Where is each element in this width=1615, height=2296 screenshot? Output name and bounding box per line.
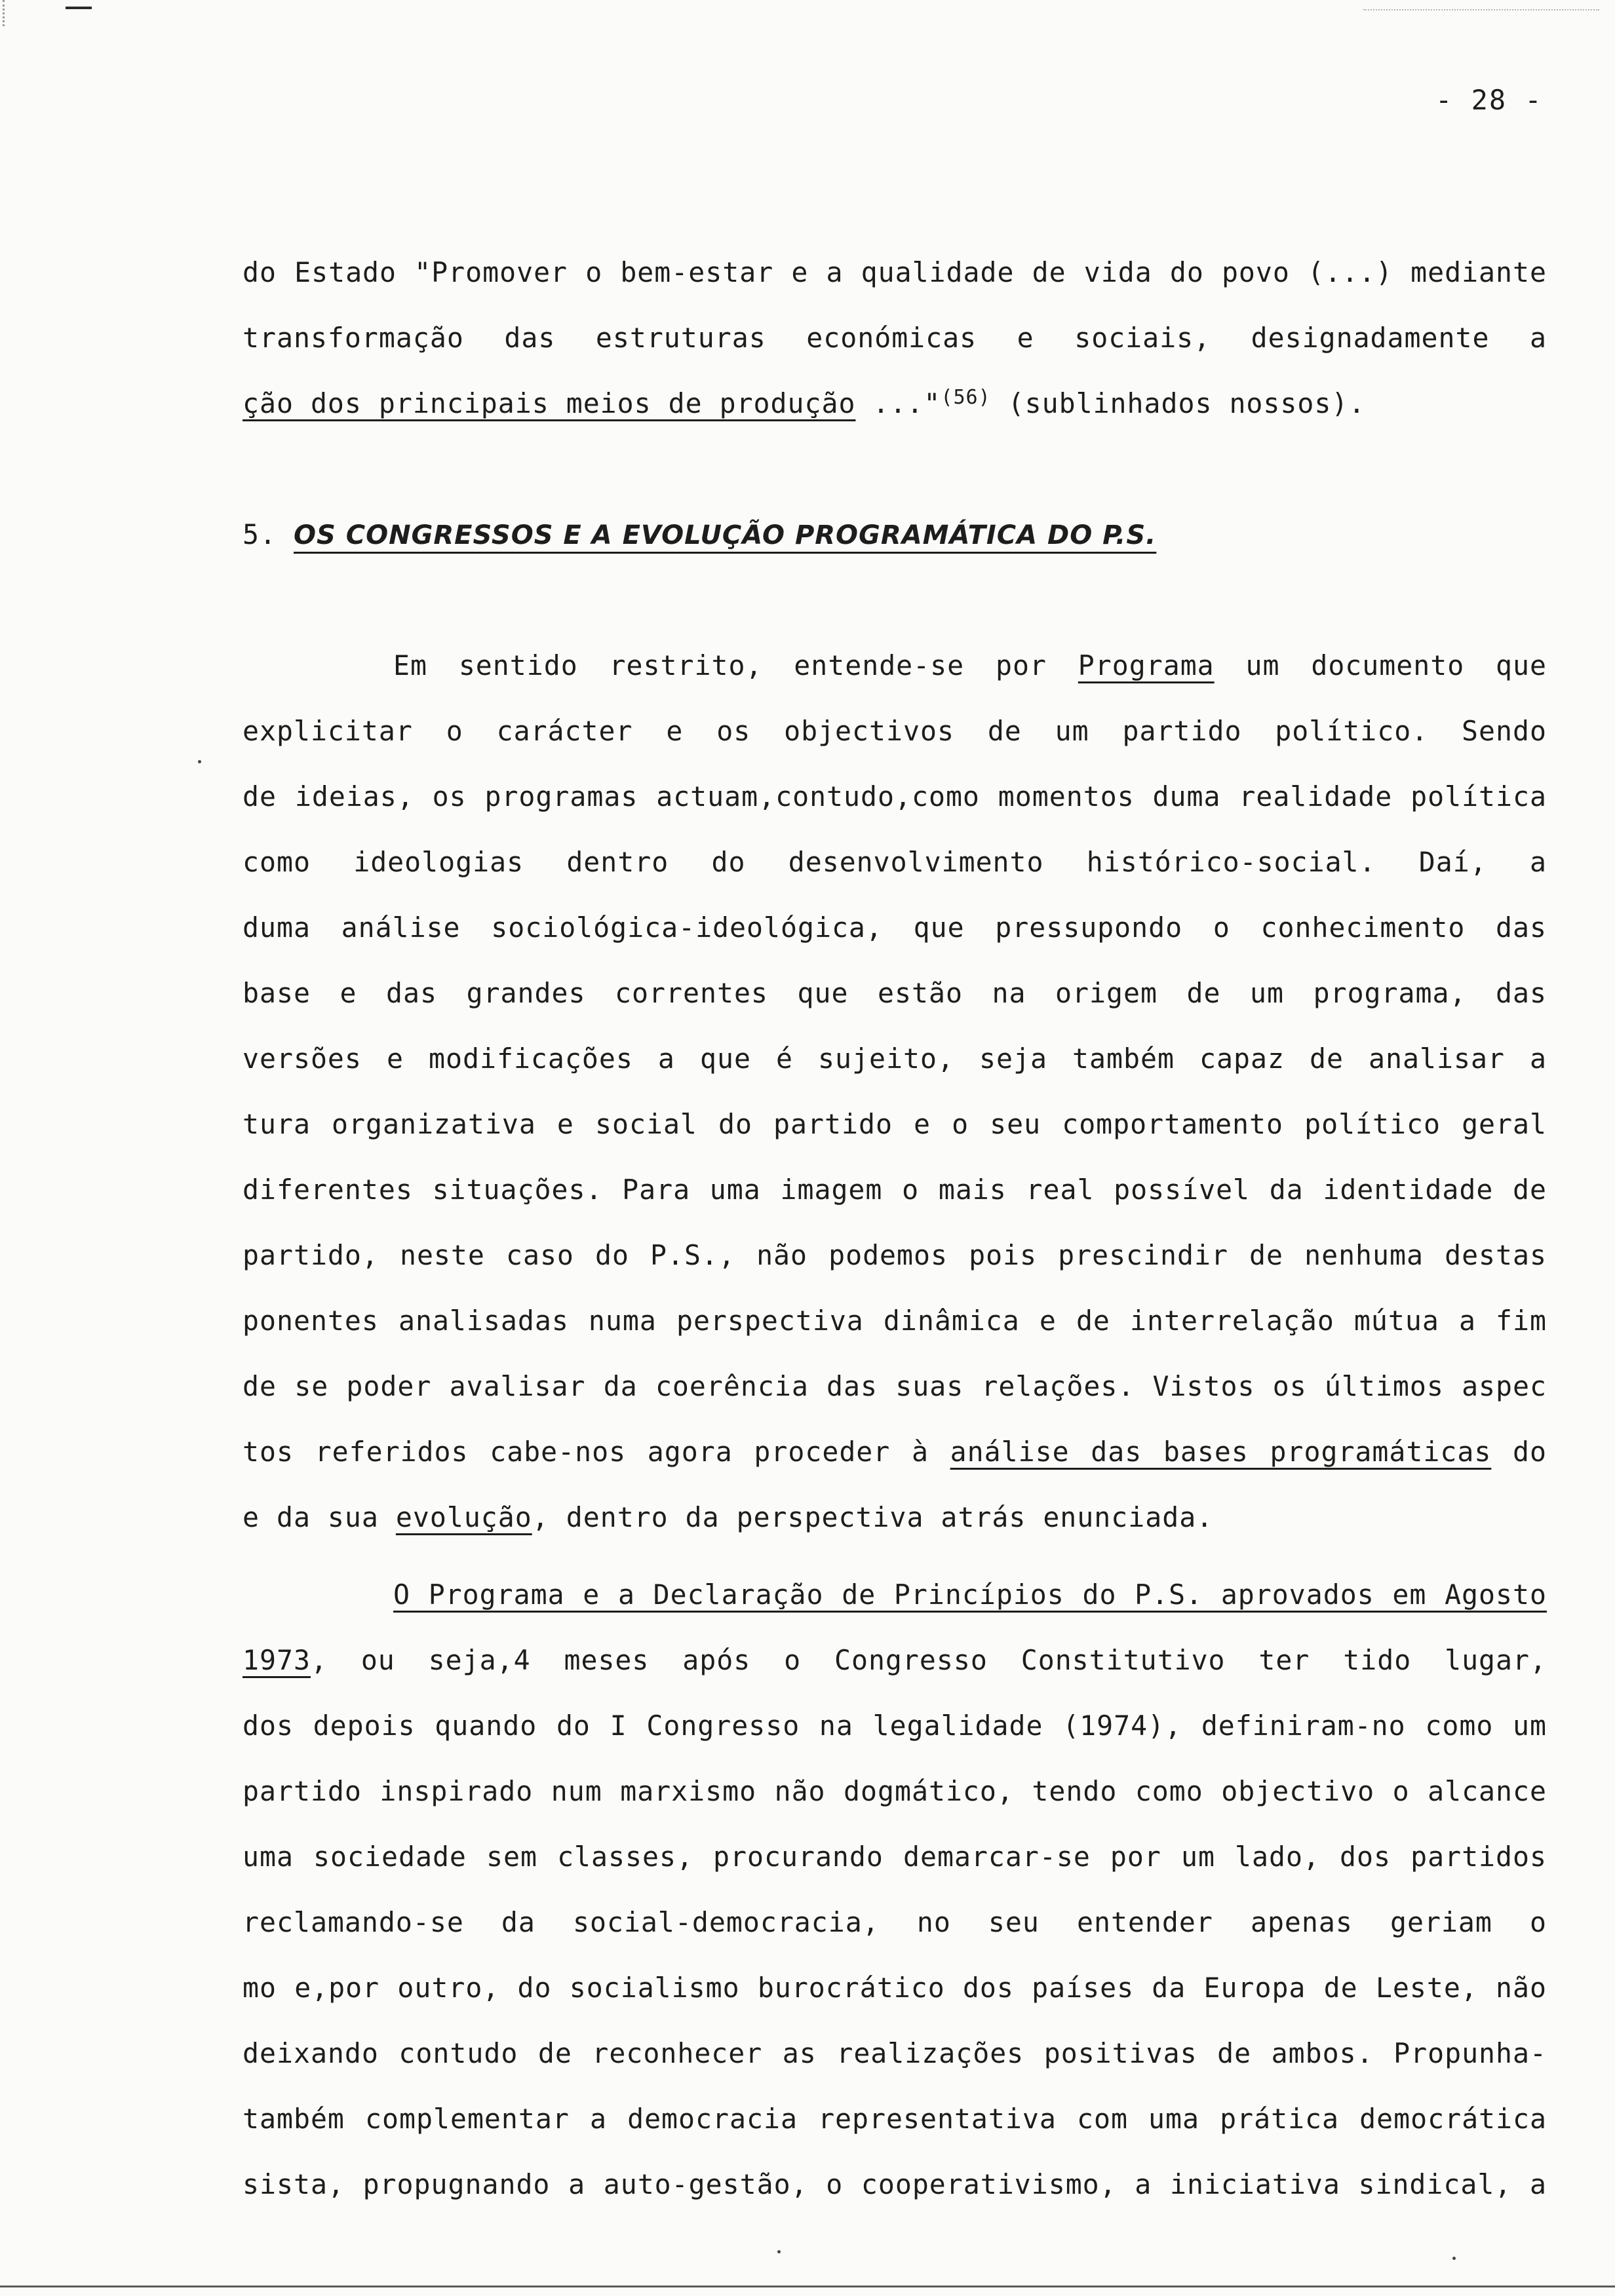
- text-line: mo e,por outro, do socialismo burocrático dos países da Europa de Leste, não: [243, 1972, 1547, 2004]
- text-line: versões e modificações a que é sujeito, seja também capaz de analisar a: [243, 1043, 1547, 1075]
- page-number: - 28 -: [1435, 84, 1543, 116]
- body-text: [243, 240, 1547, 2217]
- text-line: reclamando-se da social-democracia, no seu entender apenas geriam o: [243, 1906, 1547, 1938]
- text-line: do Estado "Promover o bem-estar e a qualidade de vida do povo (...) mediante: [243, 256, 1547, 288]
- text-line: deixando contudo de reconhecer as realizações positivas de ambos. Propunha-: [243, 2037, 1547, 2069]
- text-line: tura organizativa e social do partido e o seu comportamento político geral: [243, 1108, 1547, 1140]
- text-line: duma análise sociológica-ideológica, que pressupondo o conhecimento das: [243, 911, 1547, 944]
- text-line: Em sentido restrito, entende-se por Programa um documento que: [393, 649, 1547, 681]
- underlined-text: análise das bases programáticas: [950, 1436, 1492, 1468]
- text-line: partido inspirado num marxismo não dogmático, tendo como objectivo o alcance: [243, 1775, 1547, 1807]
- underlined-text: O Programa e a Declaração de Princípios do P.S. aprovados em Agosto: [393, 1578, 1547, 1611]
- underlined-text: 1973: [243, 1644, 311, 1676]
- scan-bottom-edge: [0, 2286, 1615, 2287]
- section-title: OS CONGRESSOS E A EVOLUÇÃO PROGRAMÁTICA DO P.S.: [293, 520, 1157, 550]
- text-line: partido, neste caso do P.S., não podemos pois prescindir de nenhuma destas: [243, 1239, 1547, 1271]
- scan-top-dotted-rule: [1363, 9, 1599, 10]
- section-heading: [243, 436, 1547, 633]
- text-line: diferentes situações. Para uma imagem o mais real possível da identidade de: [243, 1174, 1547, 1206]
- text-line: 1973, ou seja,4 meses após o Congresso Constitutivo ter tido lugar,: [243, 1644, 1547, 1676]
- scan-speck: [1452, 2257, 1456, 2260]
- text-line: de ideias, os programas actuam,contudo,como momentos duma realidade política: [243, 780, 1547, 813]
- text-line: base e das grandes correntes que estão na origem de um programa, das: [243, 977, 1547, 1009]
- text-line: sista, propugnando a auto-gestão, o cooperativismo, a iniciativa sindical, a: [243, 2168, 1547, 2200]
- footnote-reference: (56): [941, 386, 991, 409]
- text-line: tos referidos cabe-nos agora proceder à análise das bases programáticas do: [243, 1436, 1547, 1468]
- scan-speck: [777, 2250, 781, 2253]
- text-line: dos depois quando do I Congresso na legalidade (1974), definiram-no como um: [243, 1710, 1547, 1742]
- section-number: 5.: [243, 518, 294, 550]
- underlined-text: Programa: [1078, 649, 1215, 681]
- text-line: ponentes analisadas numa perspectiva dinâmica e de interrelação mútua a fim: [243, 1305, 1547, 1337]
- scan-edge-mark: [3, 0, 11, 26]
- text-line: ção dos principais meios de produção ..."$^{(56)}$ (sublinhados nossos).: [243, 386, 1366, 419]
- text-line: explicitar o carácter e os objectivos de um partido político. Sendo: [243, 715, 1547, 747]
- scan-top-dash: [66, 7, 92, 9]
- text-line: [243, 1562, 1547, 1628]
- text-line: uma sociedade sem classes, procurando demarcar-se por um lado, dos partidos: [243, 1841, 1547, 1873]
- text-line: de se poder avalisar da coerência das suas relações. Vistos os últimos aspec: [243, 1370, 1547, 1402]
- scan-speck: [198, 760, 201, 763]
- text-line: transformação das estruturas económicas e sociais, designadamente a: [243, 322, 1547, 354]
- text-line: e da sua evolução, dentro da perspectiva atrás enunciada.: [243, 1501, 1214, 1533]
- text-line: como ideologias dentro do desenvolvimento histórico-social. Daí, a: [243, 846, 1547, 878]
- underlined-text: ção dos principais meios de produção: [243, 387, 856, 419]
- text-line: também complementar a democracia representativa com uma prática democrática: [243, 2103, 1547, 2135]
- underlined-text: evolução: [395, 1501, 532, 1533]
